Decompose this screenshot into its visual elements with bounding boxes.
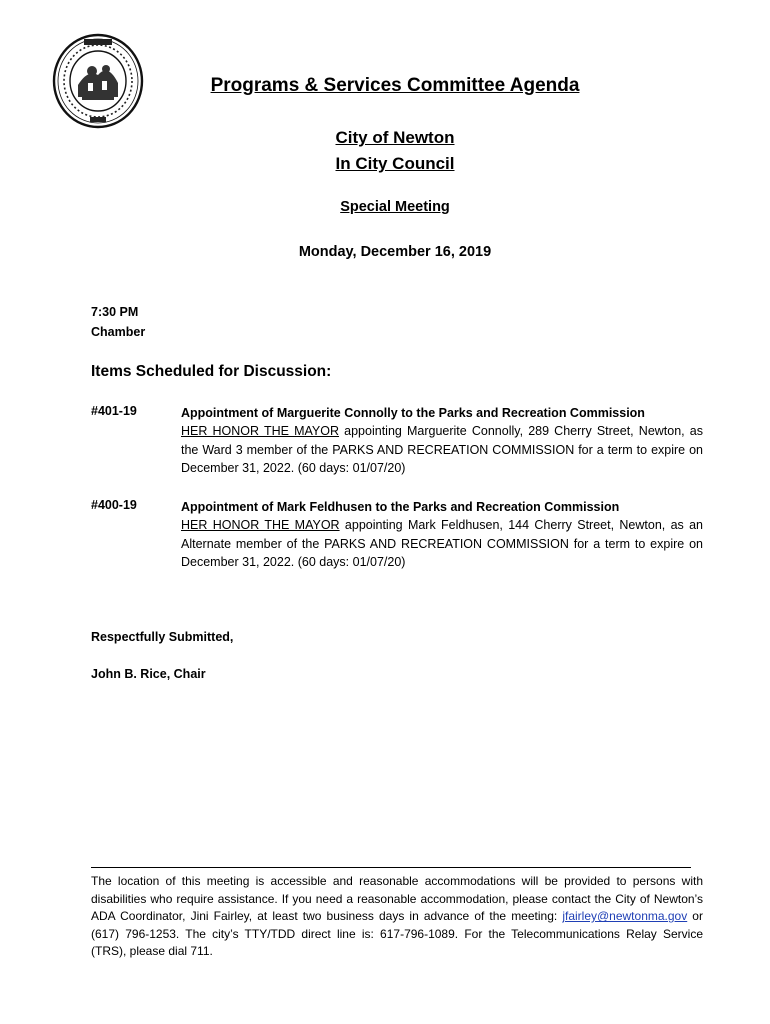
item-number: #400-19 xyxy=(91,498,137,512)
footer-text-end: or (617) 796-1253. The city’s TTY/TDD direct line is: 617-796-1089. For the Telecommunications Relay Service (TRS), please dial 711. xyxy=(91,909,703,959)
org-council: In City Council xyxy=(335,154,455,173)
item-body xyxy=(181,404,703,478)
meeting-time: 7:30 PM xyxy=(91,305,139,319)
item-number: #401-19 xyxy=(91,404,137,418)
meeting-date: Monday, December 16, 2019 xyxy=(298,244,492,260)
item-description-text: appointing Marguerite Connolly, 289 Cherry Street, Newton, as the Ward 3 member of the PARKS AND RECREATION COMMISSION for a term to expire on December 31, 2022. (60 days: 01/07/20) xyxy=(181,424,703,476)
item-sponsor: HER HONOR THE MAYOR xyxy=(181,518,340,533)
item-sponsor: HER HONOR THE MAYOR xyxy=(181,424,340,439)
item-title: Appointment of Marguerite Connolly to the Parks and Recreation Commission xyxy=(181,406,645,420)
item-body xyxy=(181,498,703,572)
page-title: Programs & Services Committee Agenda xyxy=(210,75,580,96)
closing-salutation: Respectfully Submitted, xyxy=(91,630,234,644)
section-heading: Items Scheduled for Discussion: xyxy=(91,363,332,380)
meeting-type: Special Meeting xyxy=(340,199,450,215)
item-description xyxy=(181,516,703,571)
item-description-text: appointing Mark Feldhusen, 144 Cherry Street, Newton, as an Alternate member of the PARKS AND RECREATION COMMISSION for a term to expire on December 31, 2022. (60 days: 01/07/20) xyxy=(181,518,703,570)
chair-signature: John B. Rice, Chair xyxy=(91,667,206,681)
meeting-location: Chamber xyxy=(91,325,146,339)
item-description xyxy=(181,422,703,477)
accessibility-notice xyxy=(91,873,703,961)
ada-email-link[interactable]: jfairley@newtonma.gov xyxy=(562,909,688,924)
footer-divider xyxy=(91,867,691,868)
footer-text: The location of this meeting is accessible and reasonable accommodations will be provided to persons with disabilities who require assistance. If you need a reasonable accommodation, please contact the City of Newton’s ADA Coordinator, Jini Fairley, at least two business days in advance of the meeting: xyxy=(91,874,703,924)
item-title: Appointment of Mark Feldhusen to the Parks and Recreation Commission xyxy=(181,500,620,514)
org-name: City of Newton xyxy=(335,128,455,147)
